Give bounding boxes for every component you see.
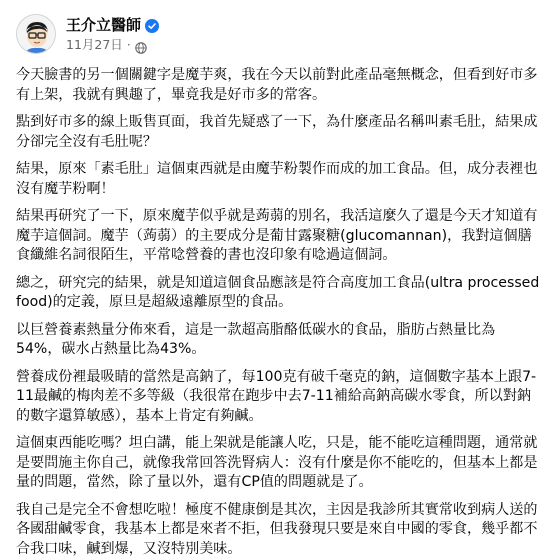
post-meta-row: [66, 37, 159, 53]
author-name-row: [66, 16, 159, 35]
post-paragraph: 以巨營養素熱量分佈來看，這是一款超高脂酪低碳水的食品，脂肪占熱量比為54%，碳水占熱量比為43%。: [16, 321, 540, 360]
meta-separator: ·: [127, 38, 131, 52]
avatar[interactable]: [16, 14, 56, 54]
post-body: [16, 66, 540, 559]
post-paragraph: 我自己是完全不會想吃啦！極度不健康倒是其次，主因是我診所其實常收到病人送的各國甜鹹零食，我基本上都是來者不拒，但我發現只要是來自中國的零食，幾乎都不合我口味，鹹到爆，又沒特別美味。: [16, 501, 540, 559]
author-name[interactable]: 王介立醫師: [66, 16, 141, 35]
globe-icon[interactable]: [135, 39, 147, 51]
post-paragraph: 今天臉書的另一個關鍵字是魔芋爽，我在今天以前對此產品毫無概念，但看到好市多有上架，我就有興趣了，畢竟我是好市多的常客。: [16, 66, 540, 105]
author-block: [66, 16, 159, 53]
post-paragraph: 這個東西能吃嗎？坦白講，能上架就是能讓人吃，只是，能不能吃這種問題，通常就是要問施主你自己，就像我常回答洗腎病人：沒有什麼是你不能吃的，但基本上都是量的問題，當然，除了量以外，還有CP值的問題就是了。: [16, 434, 540, 493]
post-paragraph: 點到好市多的線上販售頁面，我首先疑惑了一下，為什麼產品名稱叫素毛肚，結果成分卻完全沒有毛肚呢？: [16, 113, 540, 152]
post-paragraph: 總之，研究完的結果，就是知道這個食品應該是符合高度加工食品(ultra processed food)的定義，原旦是超級遠離原型的食品。: [16, 274, 540, 313]
avatar-illustration: [17, 15, 56, 54]
post-paragraph: 結果，原來「素毛肚」這個東西就是由魔芋粉製作而成的加工食品。但，成分表裡也沒有魔芋粉啊！: [16, 160, 540, 199]
post-header: [16, 10, 540, 58]
post-date[interactable]: 11月27日: [66, 37, 123, 53]
post-paragraph: 營養成份裡最吸睛的當然是高鈉了，每100克有破千毫克的鈉，這個數字基本上跟7-11最鹹的梅肉差不多等級（我很常在跑步中去7-11補給高鈉高碳水零食，所以對鈉的數字還算敏感），基本上肯定有夠鹹。: [16, 368, 540, 427]
verified-badge-icon: [145, 18, 159, 32]
post-paragraph: 結果再研究了一下，原來魔芋似乎就是蒟蒻的別名，我活這麼久了還是今天才知道有魔芋這個詞。魔芋（蒟蒻）的主要成分是葡甘露聚糖(glucomannan)，我對這個膳食纖維名詞很陌生，平常唸營養的書也沒印象有唸過這個詞。: [16, 207, 540, 266]
